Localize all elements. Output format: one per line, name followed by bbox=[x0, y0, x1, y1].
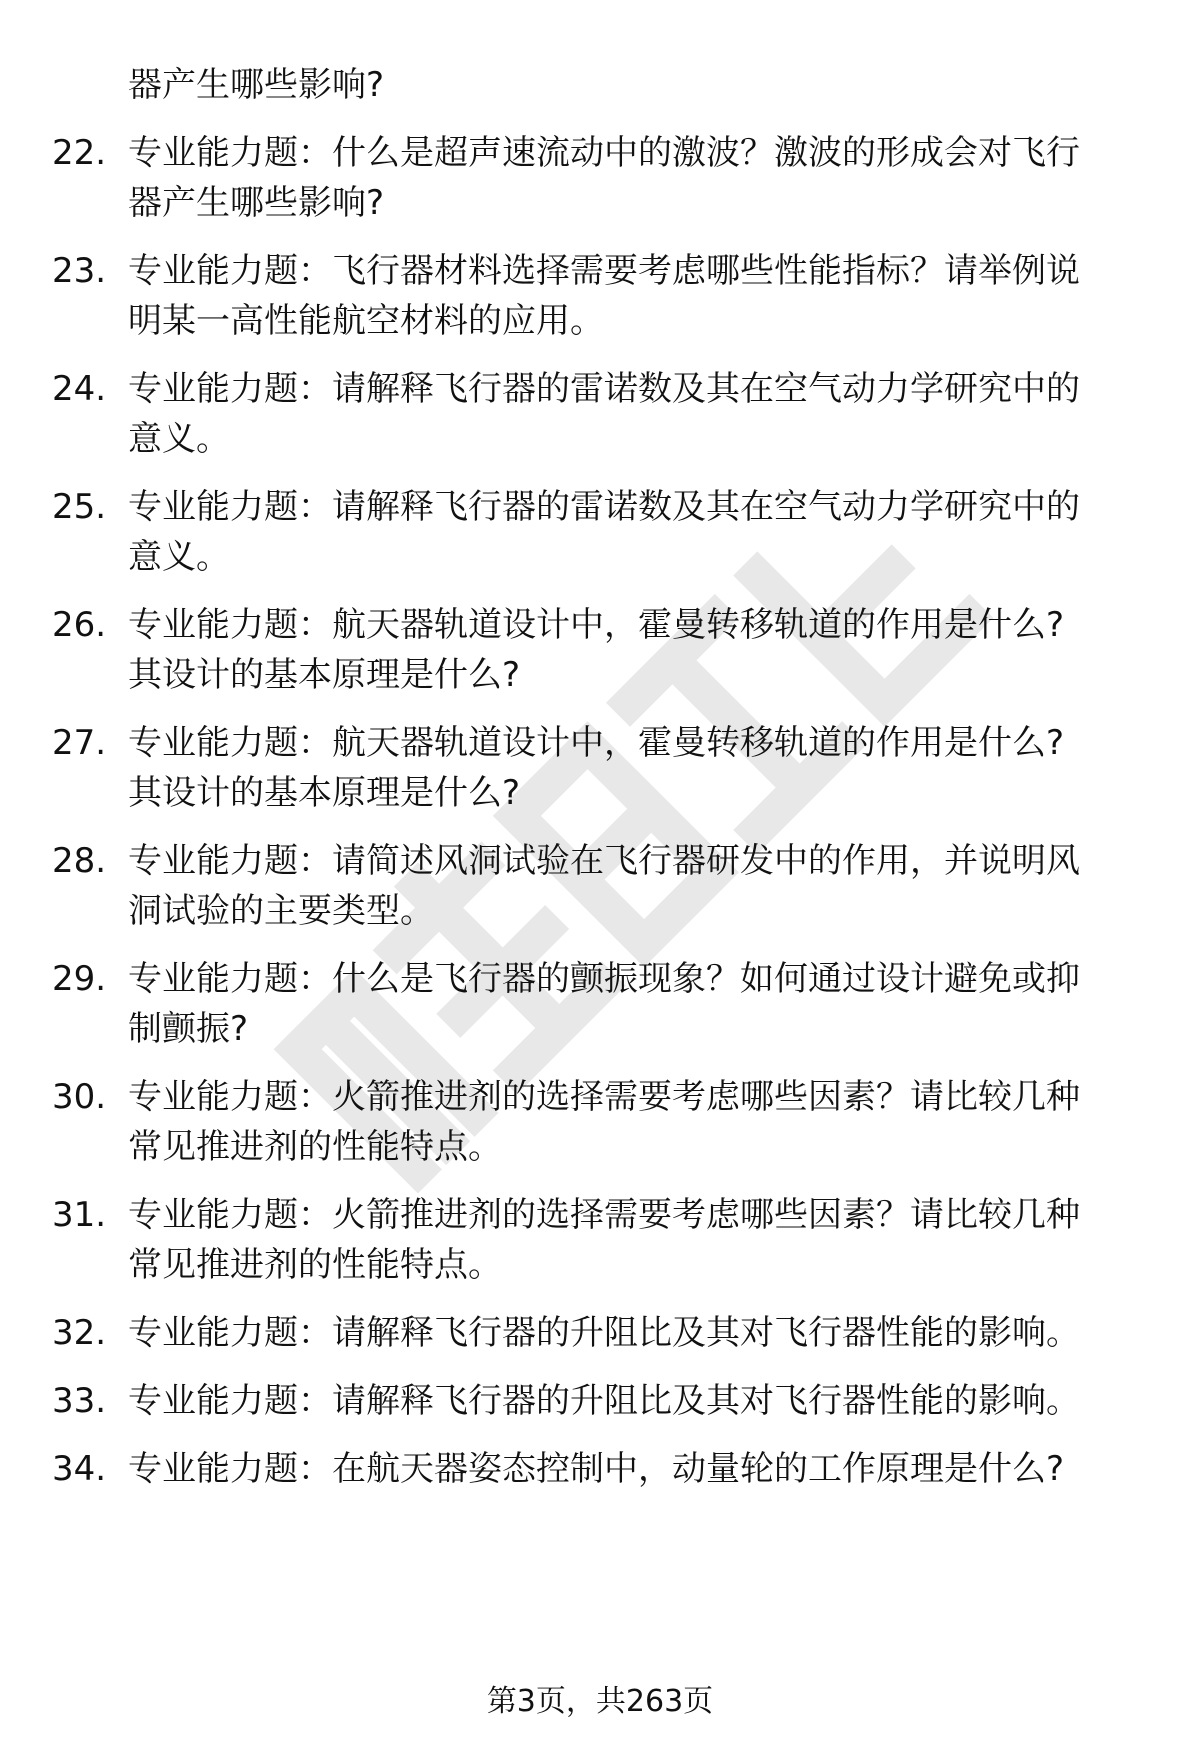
question-text-line: 专业能力题：请解释飞行器的升阻比及其对飞行器性能的影响。 bbox=[128, 1381, 1080, 1421]
question-text bbox=[128, 600, 1138, 700]
question-text bbox=[128, 128, 1138, 228]
question-number: 24. bbox=[52, 369, 107, 409]
question-number: 23. bbox=[52, 251, 107, 291]
question-text-line: 常见推进剂的性能特点。 bbox=[128, 1245, 502, 1285]
continued-question-text: 器产生哪些影响? bbox=[128, 65, 385, 105]
question-number: 34. bbox=[52, 1449, 107, 1489]
question-number: 25. bbox=[52, 487, 107, 527]
question-text-line: 专业能力题：飞行器材料选择需要考虑哪些性能指标？请举例说 bbox=[128, 251, 1080, 291]
question-text bbox=[128, 364, 1138, 464]
question-text-line: 器产生哪些影响? bbox=[128, 183, 385, 223]
question-text-line: 专业能力题：请简述风洞试验在飞行器研发中的作用，并说明风 bbox=[128, 841, 1080, 881]
question-text-line: 其设计的基本原理是什么? bbox=[128, 773, 521, 813]
question-text-line: 明某一高性能航空材料的应用。 bbox=[128, 301, 604, 341]
question-number: 29. bbox=[52, 959, 107, 999]
question-text-line: 其设计的基本原理是什么? bbox=[128, 655, 521, 695]
question-text bbox=[128, 836, 1138, 936]
question-text bbox=[128, 246, 1138, 346]
question-number: 27. bbox=[52, 723, 107, 763]
question-text bbox=[128, 1072, 1138, 1172]
question-text-line: 专业能力题：请解释飞行器的雷诺数及其在空气动力学研究中的 bbox=[128, 369, 1080, 409]
question-number: 22. bbox=[52, 133, 107, 173]
question-text-line: 常见推进剂的性能特点。 bbox=[128, 1127, 502, 1167]
question-text-line: 专业能力题：请解释飞行器的升阻比及其对飞行器性能的影响。 bbox=[128, 1313, 1080, 1353]
question-number: 28. bbox=[52, 841, 107, 881]
question-number: 33. bbox=[52, 1381, 107, 1421]
question-text bbox=[128, 1444, 1138, 1494]
question-number: 26. bbox=[52, 605, 107, 645]
question-text-line: 专业能力题：火箭推进剂的选择需要考虑哪些因素？请比较几种 bbox=[128, 1195, 1080, 1235]
question-text-line: 专业能力题：什么是超声速流动中的激波？激波的形成会对飞行 bbox=[128, 133, 1080, 173]
question-number: 32. bbox=[52, 1313, 107, 1353]
question-text-line: 专业能力题：火箭推进剂的选择需要考虑哪些因素？请比较几种 bbox=[128, 1077, 1080, 1117]
question-text bbox=[128, 1308, 1138, 1358]
page-footer: 第3页，共263页 bbox=[486, 1684, 714, 1719]
question-text-line: 意义。 bbox=[128, 419, 230, 459]
question-text-line: 专业能力题：航天器轨道设计中，霍曼转移轨道的作用是什么? bbox=[128, 723, 1065, 763]
question-text-line: 专业能力题：在航天器姿态控制中，动量轮的工作原理是什么? bbox=[128, 1449, 1065, 1489]
question-text bbox=[128, 1190, 1138, 1290]
question-text bbox=[128, 718, 1138, 818]
question-number: 30. bbox=[52, 1077, 107, 1117]
question-text-line: 意义。 bbox=[128, 537, 230, 577]
question-text-line: 制颤振? bbox=[128, 1009, 249, 1049]
question-number: 31. bbox=[52, 1195, 107, 1235]
question-text-line: 洞试验的主要类型。 bbox=[128, 891, 434, 931]
question-text-line: 专业能力题：请解释飞行器的雷诺数及其在空气动力学研究中的 bbox=[128, 487, 1080, 527]
question-text-line: 专业能力题：航天器轨道设计中，霍曼转移轨道的作用是什么? bbox=[128, 605, 1065, 645]
question-text-line: 专业能力题：什么是飞行器的颤振现象？如何通过设计避免或抑 bbox=[128, 959, 1080, 999]
question-text bbox=[128, 954, 1138, 1054]
question-text bbox=[128, 1376, 1138, 1426]
question-text bbox=[128, 482, 1138, 582]
